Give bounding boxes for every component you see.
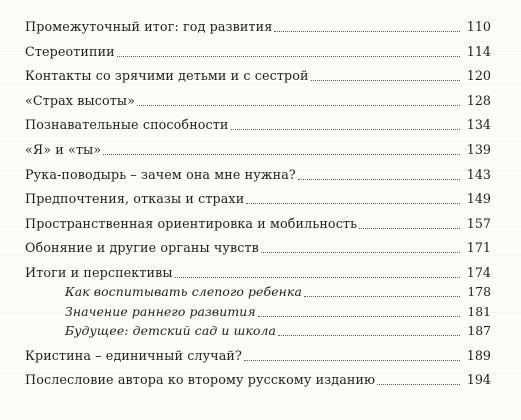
toc-page-number: 157 <box>466 215 491 231</box>
toc-subentry[interactable] <box>25 303 491 320</box>
toc-entry[interactable] <box>25 347 491 364</box>
toc-page-number: 110 <box>466 19 491 34</box>
toc-page-number: 139 <box>466 141 491 157</box>
toc-subentry-title: Как воспитывать слепого ребенка <box>65 284 302 300</box>
toc-entry[interactable] <box>25 190 491 207</box>
dot-leader <box>359 228 460 229</box>
toc-entry-title: Контакты со зрячими детьми и с сестрой <box>25 68 309 84</box>
toc-page-number: 143 <box>466 166 491 182</box>
toc-page-number: 174 <box>466 264 491 280</box>
toc-subentry-title: Значение раннего развития <box>65 303 256 319</box>
table-of-contents <box>25 18 491 388</box>
toc-page-number: 128 <box>466 92 491 108</box>
toc-entry-title: Пространственная ориентировка и мобильность <box>25 215 358 231</box>
toc-entry[interactable] <box>25 67 491 84</box>
dot-leader <box>311 80 460 81</box>
dot-leader <box>298 179 460 180</box>
toc-entry[interactable] <box>25 215 491 232</box>
toc-entry-title: Стереотипии <box>25 43 115 59</box>
dot-leader <box>117 56 460 57</box>
toc-page-number: 171 <box>466 240 491 256</box>
toc-entry-title: Обоняние и другие органы чувств <box>25 240 259 256</box>
toc-page-number: 114 <box>466 43 491 59</box>
toc-page-number: 149 <box>466 191 491 207</box>
toc-page-number: 187 <box>467 323 491 339</box>
dot-leader <box>274 31 460 32</box>
toc-page-number: 181 <box>467 303 491 319</box>
dot-leader <box>261 252 460 253</box>
toc-entry[interactable] <box>25 371 491 388</box>
toc-entry-title: Послесловие автора ко второму русскому изданию <box>25 372 376 388</box>
dot-leader <box>244 360 460 361</box>
toc-entry[interactable] <box>25 141 491 158</box>
toc-page-number: 134 <box>466 117 491 133</box>
toc-entry-title: Познавательные способности <box>25 117 229 133</box>
toc-entry-title: «Я» и «ты» <box>25 141 102 157</box>
toc-entry-title: Предпочтения, отказы и страхи <box>25 191 245 207</box>
toc-page-number: 178 <box>467 284 491 300</box>
toc-entry[interactable] <box>25 166 491 183</box>
toc-subentry[interactable] <box>25 283 491 300</box>
toc-entry[interactable] <box>25 116 491 133</box>
toc-subentry-title: Будущее: детский сад и школа <box>65 323 277 339</box>
dot-leader <box>246 203 460 204</box>
toc-page-number: 194 <box>466 372 491 388</box>
dot-leader <box>377 384 460 385</box>
toc-page-number: 189 <box>466 347 491 363</box>
dot-leader <box>137 105 460 106</box>
toc-entry-title: Промежуточный итог: год развития <box>25 19 273 34</box>
toc-entry[interactable] <box>25 43 491 60</box>
toc-entry[interactable] <box>25 92 491 109</box>
dot-leader <box>175 277 460 278</box>
toc-entry-title: Итоги и перспективы <box>25 264 173 280</box>
dot-leader <box>258 316 460 317</box>
toc-entry-title: «Страх высоты» <box>25 92 136 108</box>
dot-leader <box>304 296 460 297</box>
toc-entry-title: Кристина – единичный случай? <box>25 347 242 363</box>
toc-entry[interactable] <box>25 18 491 35</box>
dot-leader <box>231 129 460 130</box>
toc-entry-title: Рука-поводырь – зачем она мне нужна? <box>25 166 296 182</box>
toc-subentry[interactable] <box>25 322 491 339</box>
toc-page-number: 120 <box>466 68 491 84</box>
dot-leader <box>278 335 460 336</box>
toc-entry[interactable] <box>25 239 491 256</box>
dot-leader <box>103 154 460 155</box>
toc-entry[interactable] <box>25 264 491 281</box>
